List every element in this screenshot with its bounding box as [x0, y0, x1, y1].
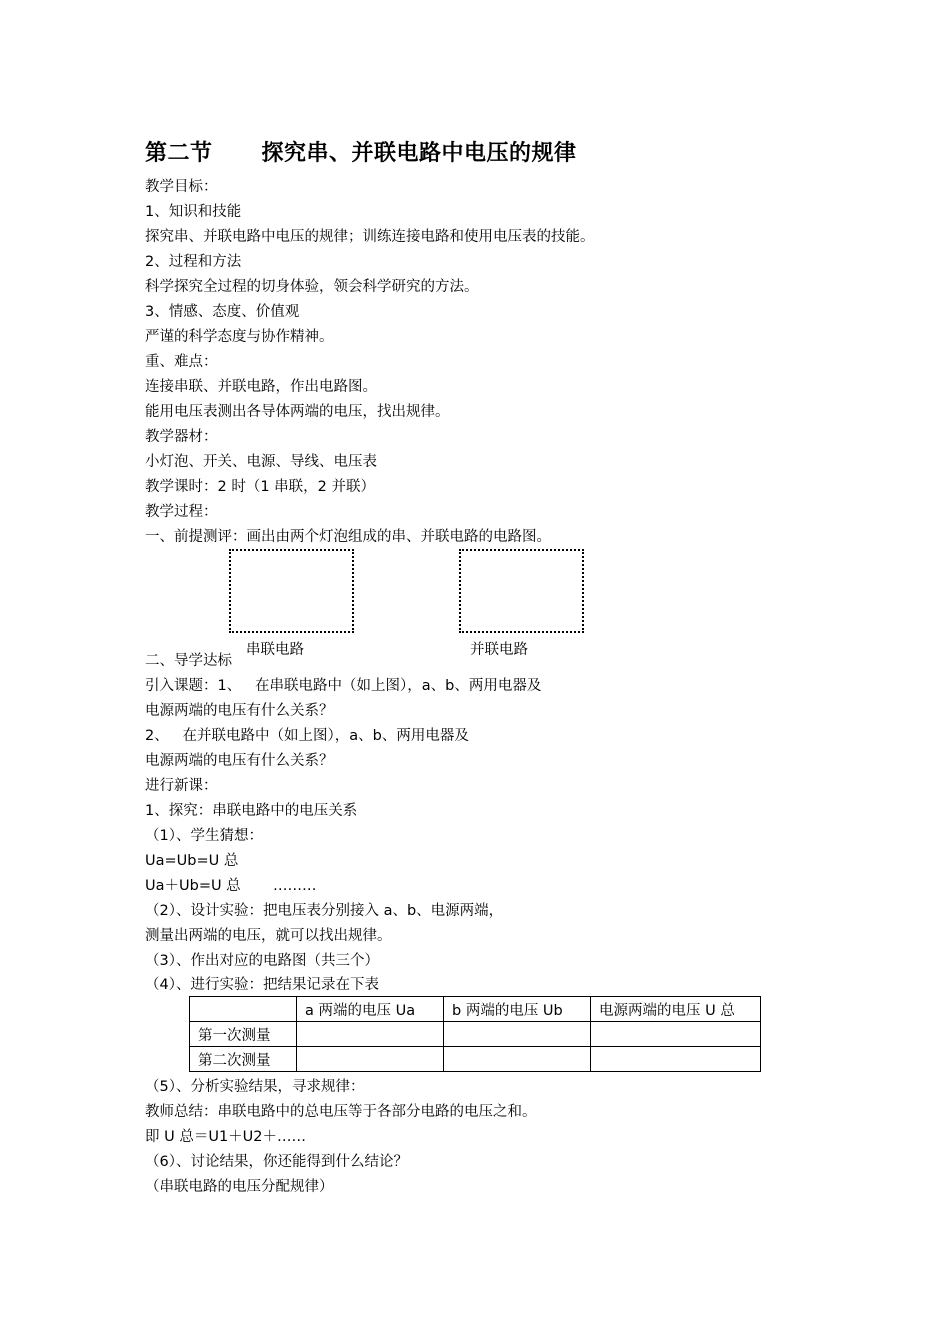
text-line: （6）、讨论结果，你还能得到什么结论？ [145, 1154, 408, 1170]
table-header-cell: a 两端的电压 Ua [297, 997, 444, 1022]
table-cell [591, 1047, 761, 1072]
text-line: 2、 在并联电路中（如上图），a、b、两用电器及 [145, 728, 469, 744]
table-cell: 第一次测量 [190, 1022, 297, 1047]
text-line: 教师总结：串联电路中的总电压等于各部分电路的电压之和。 [145, 1104, 537, 1120]
table-row [190, 1047, 761, 1072]
text-line: 严谨的科学态度与协作精神。 [145, 329, 334, 345]
text-line: 科学探究全过程的切身体验，领会科学研究的方法。 [145, 279, 479, 295]
text-line: 教学课时：2 时（1 串联，2 并联） [145, 479, 376, 495]
table-cell [444, 1047, 591, 1072]
text-line: Ua＋Ub=U 总 ……… [145, 878, 317, 894]
section-heading: 二、导学达标 [145, 653, 232, 669]
results-table [189, 996, 761, 1072]
table-header-cell: 电源两端的电压 U 总 [591, 997, 761, 1022]
text-line: （5）、分析实验结果，寻求规律： [145, 1079, 365, 1095]
text-line: 连接串联、并联电路，作出电路图。 [145, 379, 377, 395]
table-header-cell [190, 997, 297, 1022]
text-line: 重、难点： [145, 354, 218, 370]
text-line: 1、知识和技能 [145, 204, 242, 220]
text-line: 教学过程： [145, 504, 218, 520]
text-line: 教学器材： [145, 429, 218, 445]
text-line: 电源两端的电压有什么关系？ [145, 703, 334, 719]
text-line: 探究串、并联电路中电压的规律；训练连接电路和使用电压表的技能。 [145, 229, 595, 245]
text-line: 引入课题：1、 在串联电路中（如上图），a、b、两用电器及 [145, 678, 542, 694]
text-line: （串联电路的电压分配规律） [145, 1179, 334, 1195]
text-line: （1）、学生猜想： [145, 828, 263, 844]
text-line: （4）、进行实验：把结果记录在下表 [145, 977, 379, 993]
text-line: 2、过程和方法 [145, 254, 242, 270]
series-circuit-box [229, 549, 354, 633]
text-line: （3）、作出对应的电路图（共三个） [145, 953, 379, 969]
text-line: 3、情感、态度、价值观 [145, 304, 300, 320]
table-cell [297, 1022, 444, 1047]
text-line: 能用电压表测出各导体两端的电压，找出规律。 [145, 404, 450, 420]
table-header-cell: b 两端的电压 Ub [444, 997, 591, 1022]
text-line: 1、探究：串联电路中的电压关系 [145, 803, 358, 819]
text-line: 小灯泡、开关、电源、导线、电压表 [145, 454, 377, 470]
page-title: 第二节 探究串、并联电路中电压的规律 [145, 141, 577, 166]
parallel-circuit-caption: 并联电路 [470, 642, 528, 658]
table-row [190, 1022, 761, 1047]
table-cell [297, 1047, 444, 1072]
text-line: 即 U 总＝U1＋U2＋…… [145, 1129, 307, 1145]
text-line: 进行新课： [145, 778, 218, 794]
parallel-circuit-box [459, 549, 584, 633]
text-line: 一、前提测评：画出由两个灯泡组成的串、并联电路的电路图。 [145, 529, 551, 545]
table-cell [444, 1022, 591, 1047]
text-line: 电源两端的电压有什么关系？ [145, 753, 334, 769]
text-line: 教学目标： [145, 179, 218, 195]
text-line: 测量出两端的电压，就可以找出规律。 [145, 928, 392, 944]
text-line: （2）、设计实验：把电压表分别接入 a、b、电源两端， [145, 903, 504, 919]
table-header-row [190, 997, 761, 1022]
table-cell: 第二次测量 [190, 1047, 297, 1072]
table-cell [591, 1022, 761, 1047]
series-circuit-caption: 串联电路 [246, 642, 304, 658]
text-line: Ua=Ub=U 总 [145, 853, 239, 869]
